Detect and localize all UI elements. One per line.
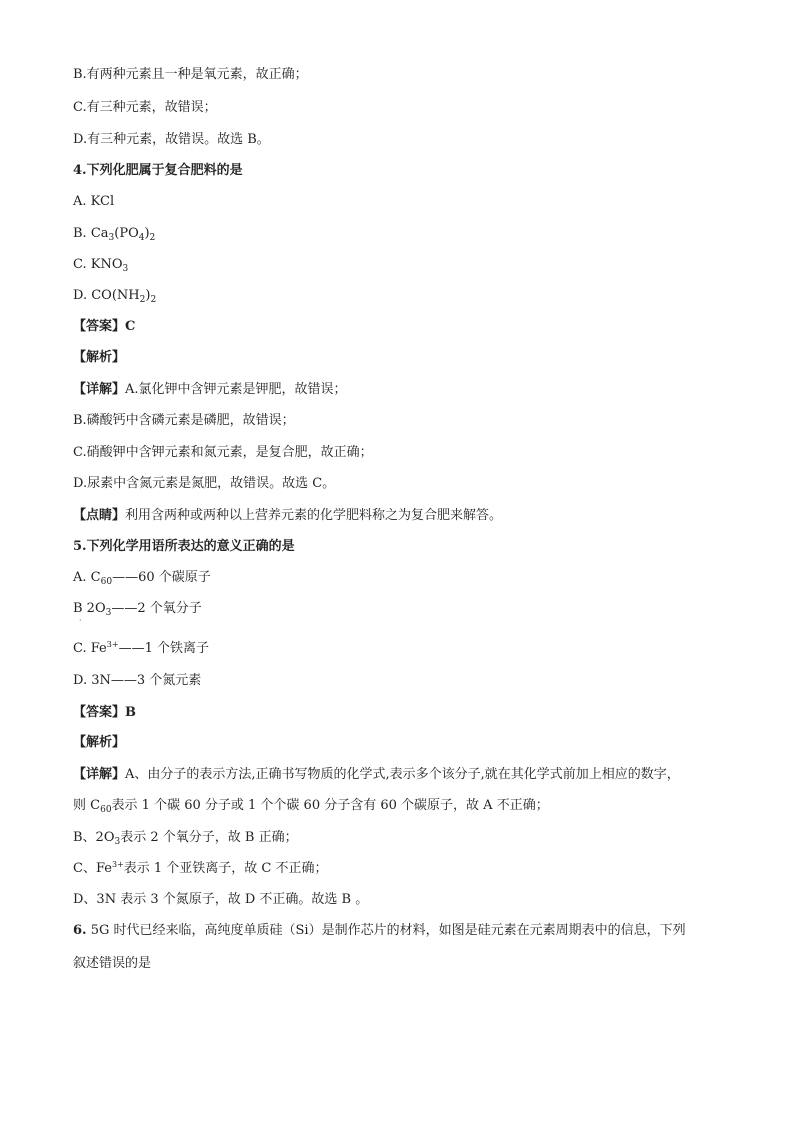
question-5-stem: 5.下列化学用语所表达的意义正确的是 [73,539,295,554]
question-4-analysis-tag: 【解析】 [73,350,126,365]
subscript: 60 [100,805,112,815]
question-4-answer [73,318,135,336]
option-text: B 2O [73,601,106,616]
option-text: C. Fe [73,641,107,656]
option-text: C. KNO [73,257,123,272]
comment-text: 利用含两种或两种以上营养元素的化学肥料称之为复合肥来解答。 [125,508,503,523]
question-5-detail-2 [73,797,549,815]
subscript: 3 [108,233,115,243]
question-5-option-a [73,569,211,587]
subscript: 3 [122,264,129,274]
answer-tag: 【答案】 [73,319,126,334]
subscript: 3 [105,608,112,618]
question-4-detail-3: C.硝酸钾中含钾元素和氮元素，是复合肥，故正确； [73,445,373,460]
detail-text: 表示 2 个氧分子，故 B 正确； [120,830,298,845]
text-line: D.有三种元素，故错误。故选 B。 [73,132,270,147]
question-6-stem-line-2: 叙述错误的是 [73,956,152,971]
text-line: B.有两种元素且一种是氧元素，故正确； [73,67,308,82]
question-5-detail-4 [73,860,328,878]
question-4-detail-2: B.磷酸钙中含磷元素是磷肥，故错误； [73,413,295,428]
subscript: 60 [100,577,113,587]
question-4-option-a: A. KCl [73,194,115,209]
subscript: 3 [114,837,121,847]
question-6-stem-text: 5G 时代已经来临，高纯度单质硅（Si）是制作芯片的材料，如图是硅元素在元素周期表中的信息，下列 [90,923,686,938]
subscript: 4 [138,233,145,243]
option-text: A. C [73,570,101,585]
question-4-comment [73,507,502,525]
question-5-option-d: D. 3N——3 个氮元素 [73,673,202,688]
comment-tag: 【点睛】 [73,508,126,523]
question-4-detail-4: D.尿素中含氮元素是氮肥，故错误。故选 C。 [73,476,336,491]
question-4-stem: 4.下列化肥属于复合肥料的是 [73,163,243,178]
question-5-answer [73,704,136,722]
question-4-option-c [73,256,128,274]
detail-text: C、Fe [73,861,112,876]
question-5-option-c [73,640,209,658]
option-text: D. CO(NH [73,288,140,303]
option-text: B. Ca [73,226,109,241]
question-5-detail-5: D、3N 表示 3 个氮原子，故 D 不正确。故选 B 。 [73,892,369,907]
detail-text: 表示 1 个碳 60 分子或 1 个个碳 60 分子含有 60 个碳原子，故 A 不正确； [111,798,549,813]
detail-text: A、由分子的表示方法,正确书写物质的化学式,表示多个该分子,就在其化学式前加上相应的数字， [125,767,680,782]
question-5-option-b [73,600,202,618]
detail-text: 表示 1 个亚铁离子，故 C 不正确； [123,861,328,876]
option-text: (PO [114,226,139,241]
option-text: ——2 个氧分子 [111,601,202,616]
question-5-detail-1 [73,766,680,784]
subscript: 2 [139,295,146,305]
detail-text: 则 C [73,798,101,813]
answer-tag: 【答案】 [73,705,126,720]
question-number: 6. [73,923,87,938]
superscript: 3+ [106,640,119,649]
question-5-detail-3 [73,829,298,847]
detail-text: B、2O [73,830,115,845]
detail-tag: 【详解】 [73,767,126,782]
subscript: 2 [149,233,156,243]
option-text: ——1 个铁离子 [118,641,209,656]
option-text: ——60 个碳原子 [112,570,211,585]
question-6-stem-line-1 [73,922,686,940]
subscript: 2 [150,295,157,305]
answer-value: C [125,319,136,334]
answer-value: B [125,705,137,720]
detail-text: A.氯化钾中含钾元素是钾肥，故错误； [125,382,347,397]
detail-tag: 【详解】 [73,382,126,397]
question-4-option-d [73,287,156,305]
question-4-option-b [73,225,155,243]
text-line: C.有三种元素，故错误； [73,100,217,115]
question-5-analysis-tag: 【解析】 [73,735,126,750]
option-text: ) [144,226,150,241]
question-4-detail-1 [73,381,347,399]
dot-mark: · [79,616,82,625]
option-text: ) [145,288,151,303]
superscript: 3+ [111,860,124,869]
